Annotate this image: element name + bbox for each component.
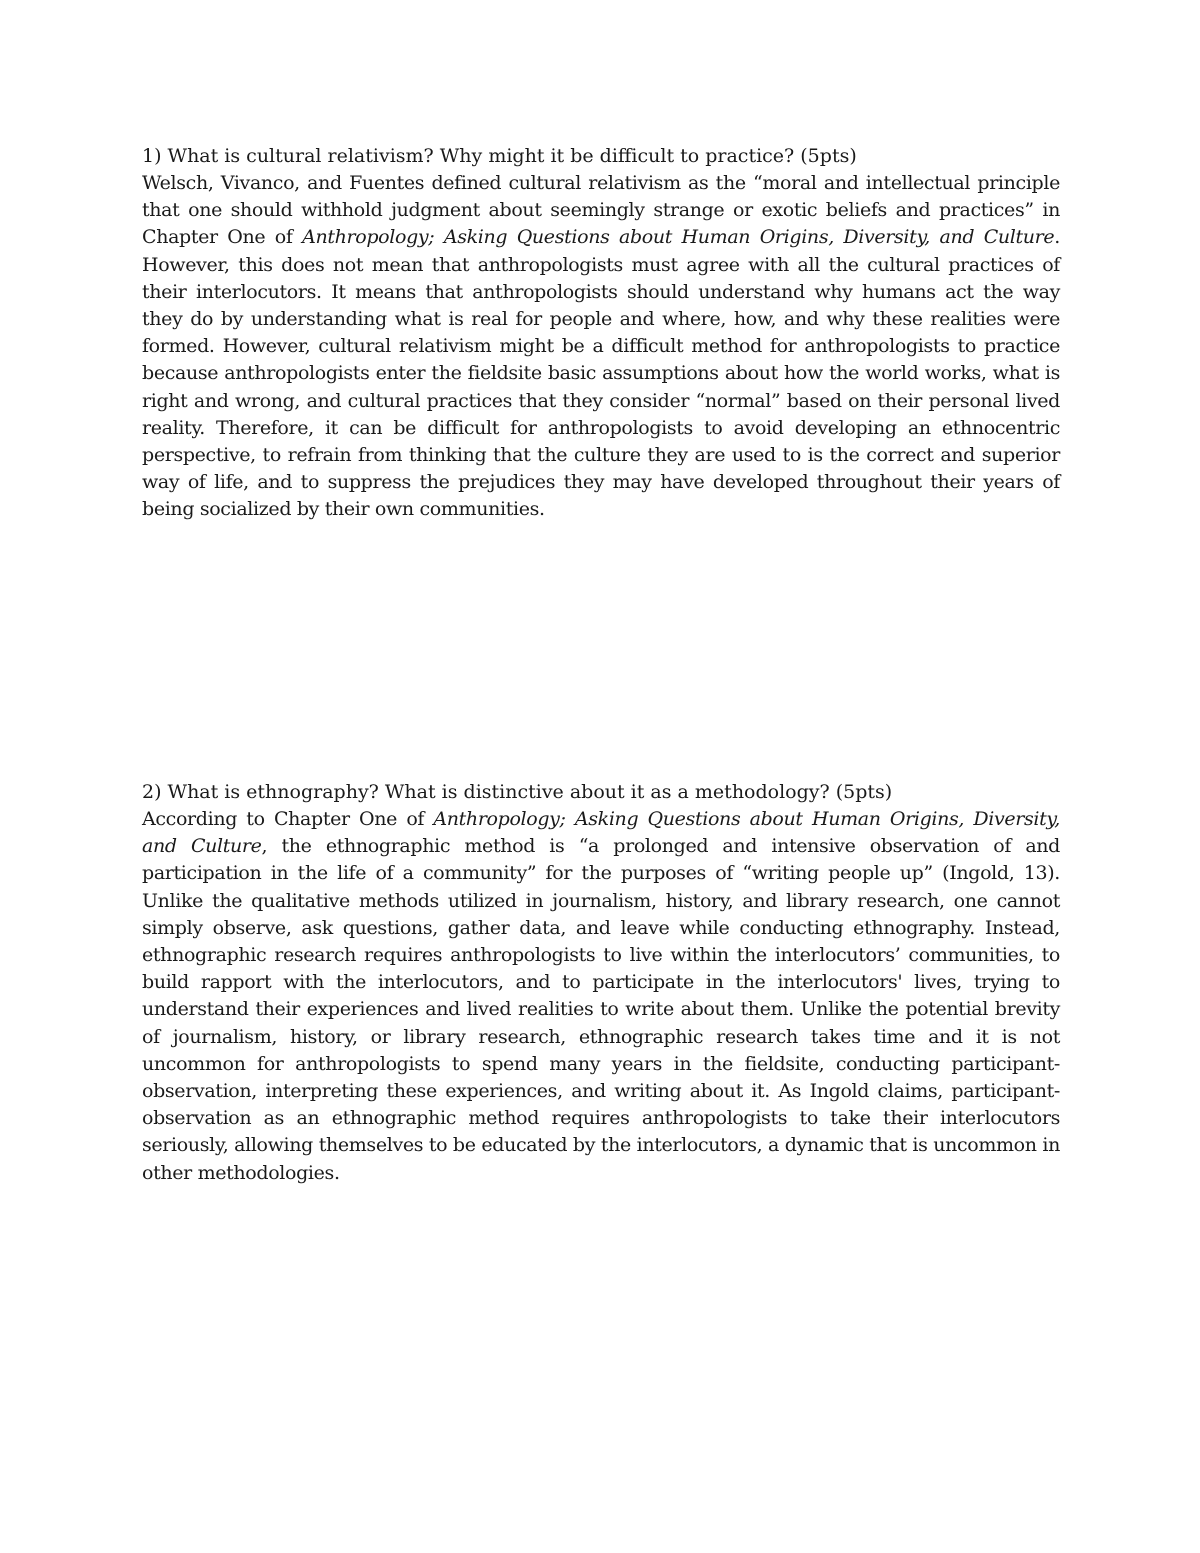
answer-1-book-title: Anthropology; Asking Questions about Human Origins, Diversity, and Culture [302,226,1055,249]
answer-2-text-a: According to Chapter One of [142,808,434,830]
question-block-2 [142,779,1060,1187]
answer-1-text-b: . However, this does not mean that anthropologists must agree with all the cultural practices of their interlocutors. It means that anthropologists should understand why humans act the way they do by understanding what is real for people and where, how, and why these realities were formed. However, cultural relativism might be a difficult method for anthropologists to practice because anthropologists enter the fieldsite basic assumptions about how the world works, what is right and wrong, and cultural practices that they consider “normal” based on their personal lived reality. Therefore, it can be difficult for anthropologists to avoid developing an ethnocentric perspective, to refrain from thinking that the culture they are used to is the correct and superior way of life, and to suppress the prejudices they may have developed throughout their years of being socialized by their own communities. [142,226,1060,521]
question-1-answer [142,170,1060,524]
question-2-answer [142,806,1060,1187]
answer-2-book-title: Anthropology; Asking Questions about Human Origins, Diversity, and Culture [142,808,1060,858]
answer-1-text-a: Welsch, Vivanco, and Fuentes defined cultural relativism as the “moral and intellectual principle that one should withhold judgment about seemingly strange or exotic beliefs and practices” in Chapter One of [142,172,1060,249]
answer-2-text-b: , the ethnographic method is “a prolonged and intensive observation of and participation in the life of a community” for the purposes of “writing people up” (Ingold, 13). Unlike the qualitative methods utilized in journalism, history, and library research, one cannot simply observe, ask questions, gather data, and leave while conducting ethnography. Instead, ethnographic research requires anthropologists to live within the interlocutors’ communities, to build rapport with the interlocutors, and to participate in the interlocutors' lives, trying to understand their experiences and lived realities to write about them. Unlike the potential brevity of journalism, history, or library research, ethnographic research takes time and it is not uncommon for anthropologists to spend many years in the fieldsite, conducting participant-observation, interpreting these experiences, and writing about it. As Ingold claims, participant-observation as an ethnographic method requires anthropologists to take their interlocutors seriously, allowing themselves to be educated by the interlocutors, a dynamic that is uncommon in other methodologies. [142,835,1060,1184]
question-1-heading: 1) What is cultural relativism? Why might it be difficult to practice? (5pts) [142,145,857,167]
question-block-1 [142,143,1060,524]
question-2-heading: 2) What is ethnography? What is distinctive about it as a methodology? (5pts) [142,781,893,803]
